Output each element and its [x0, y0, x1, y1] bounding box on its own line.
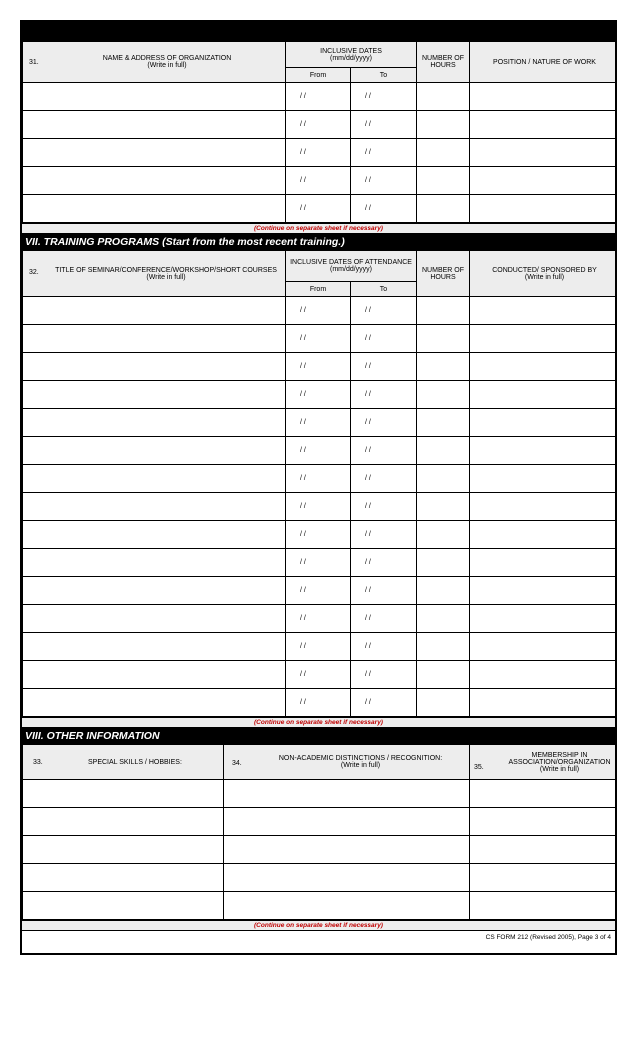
training-from-date-cell[interactable]: / /: [286, 521, 351, 549]
training-hours-header: NUMBER OF HOURS: [417, 251, 470, 297]
training-detail-cell[interactable]: [470, 521, 618, 549]
training-hours-cell[interactable]: [417, 661, 470, 689]
training-name-cell[interactable]: [23, 521, 286, 549]
training-hours-cell[interactable]: [417, 409, 470, 437]
training-hours-cell[interactable]: [417, 633, 470, 661]
training-name-cell[interactable]: [23, 605, 286, 633]
training-row: [23, 465, 618, 493]
hours-header: NUMBER OF HOURS: [417, 42, 470, 83]
training-detail-cell[interactable]: [470, 465, 618, 493]
other-info-skills-cell[interactable]: [23, 808, 224, 836]
other-info-membership-cell[interactable]: [470, 864, 618, 892]
skills-header: 33. SPECIAL SKILLS / HOBBIES:: [23, 745, 224, 780]
voluntary-work-hours-cell[interactable]: [417, 83, 470, 111]
training-from-date-cell[interactable]: / /: [286, 493, 351, 521]
top-black-bar: [22, 22, 615, 41]
voluntary-work-from-date-cell[interactable]: / /: [286, 167, 351, 195]
training-from-date-cell[interactable]: / /: [286, 549, 351, 577]
other-info-membership-cell[interactable]: [470, 836, 618, 864]
training-name-cell[interactable]: [23, 297, 286, 325]
training-name-cell[interactable]: [23, 549, 286, 577]
other-info-header: [23, 745, 618, 780]
training-name-cell[interactable]: [23, 689, 286, 717]
voluntary-work-row: [23, 139, 618, 167]
training-detail-cell[interactable]: [470, 689, 618, 717]
training-name-cell[interactable]: [23, 661, 286, 689]
voluntary-work-to-date-cell[interactable]: / /: [351, 139, 417, 167]
pds-page-3: [20, 20, 617, 955]
training-hours-cell[interactable]: [417, 353, 470, 381]
training-row: [23, 437, 618, 465]
voluntary-work-name-cell[interactable]: [23, 139, 286, 167]
training-detail-cell[interactable]: [470, 409, 618, 437]
other-info-skills-cell[interactable]: [23, 892, 224, 920]
other-info-membership-cell[interactable]: [470, 780, 618, 808]
training-from-date-cell[interactable]: / /: [286, 353, 351, 381]
voluntary-work-to-date-cell[interactable]: / /: [351, 195, 417, 223]
other-info-distinctions-cell[interactable]: [224, 864, 470, 892]
voluntary-work-row: [23, 195, 618, 223]
attendance-dates-header: INCLUSIVE DATES OF ATTENDANCE (mm/dd/yyyy): [286, 251, 417, 282]
voluntary-work-detail-cell[interactable]: [470, 167, 618, 195]
training-hours-cell[interactable]: [417, 577, 470, 605]
training-from-date-cell[interactable]: / /: [286, 381, 351, 409]
training-from-date-cell[interactable]: / /: [286, 465, 351, 493]
other-info-distinctions-cell[interactable]: [224, 780, 470, 808]
voluntary-work-from-date-cell[interactable]: / /: [286, 195, 351, 223]
training-from-date-cell[interactable]: / /: [286, 689, 351, 717]
training-row: [23, 381, 618, 409]
voluntary-work-hours-cell[interactable]: [417, 167, 470, 195]
training-name-cell[interactable]: [23, 633, 286, 661]
training-to-date-cell[interactable]: / /: [351, 325, 417, 353]
training-from-date-cell[interactable]: / /: [286, 661, 351, 689]
training-detail-cell[interactable]: [470, 633, 618, 661]
training-to-date-cell[interactable]: / /: [351, 465, 417, 493]
training-name-cell[interactable]: [23, 353, 286, 381]
training-detail-cell[interactable]: [470, 661, 618, 689]
voluntary-work-to-date-cell[interactable]: / /: [351, 83, 417, 111]
training-hours-cell[interactable]: [417, 465, 470, 493]
training-row: [23, 577, 618, 605]
voluntary-work-from-date-cell[interactable]: / /: [286, 139, 351, 167]
training-to-date-cell[interactable]: / /: [351, 577, 417, 605]
section-vii-title: VII. TRAINING PROGRAMS (Start from the most recent training.): [22, 233, 615, 250]
other-info-row: [23, 808, 618, 836]
continue-note-viii: (Continue on separate sheet if necessary): [22, 920, 615, 930]
training-from-date-cell[interactable]: / /: [286, 577, 351, 605]
voluntary-work-from-date-cell[interactable]: / /: [286, 83, 351, 111]
org-name-header: 31. NAME & ADDRESS OF ORGANIZATION (Write in full): [23, 42, 286, 83]
voluntary-work-to-date-cell[interactable]: / /: [351, 111, 417, 139]
voluntary-work-row: [23, 111, 618, 139]
training-from-date-cell[interactable]: / /: [286, 325, 351, 353]
voluntary-work-from-date-cell[interactable]: / /: [286, 111, 351, 139]
other-information-table: [22, 744, 617, 920]
training-to-date-cell[interactable]: / /: [351, 353, 417, 381]
training-row: [23, 493, 618, 521]
training-to-date-cell[interactable]: / /: [351, 661, 417, 689]
training-row: [23, 605, 618, 633]
other-info-membership-cell[interactable]: [470, 808, 618, 836]
training-hours-cell[interactable]: [417, 549, 470, 577]
voluntary-work-row: [23, 167, 618, 195]
training-to-date-cell[interactable]: / /: [351, 381, 417, 409]
other-info-distinctions-cell[interactable]: [224, 808, 470, 836]
training-detail-cell[interactable]: [470, 577, 618, 605]
training-name-cell[interactable]: [23, 577, 286, 605]
distinctions-header: 34. NON-ACADEMIC DISTINCTIONS / RECOGNITION: (Write in full): [224, 745, 470, 780]
voluntary-work-hours-cell[interactable]: [417, 139, 470, 167]
voluntary-work-name-cell[interactable]: [23, 167, 286, 195]
training-hours-cell[interactable]: [417, 493, 470, 521]
training-name-cell[interactable]: [23, 325, 286, 353]
form-footer: CS FORM 212 (Revised 2005), Page 3 of 4: [22, 930, 615, 944]
training-row: [23, 325, 618, 353]
training-hours-cell[interactable]: [417, 689, 470, 717]
training-from-date-cell[interactable]: / /: [286, 437, 351, 465]
training-detail-cell[interactable]: [470, 605, 618, 633]
voluntary-work-detail-cell[interactable]: [470, 111, 618, 139]
voluntary-work-detail-cell[interactable]: [470, 195, 618, 223]
training-detail-cell[interactable]: [470, 353, 618, 381]
training-to-date-cell[interactable]: / /: [351, 297, 417, 325]
training-to-date-cell[interactable]: / /: [351, 437, 417, 465]
training-to-date-cell[interactable]: / /: [351, 409, 417, 437]
training-detail-cell[interactable]: [470, 325, 618, 353]
to-header: To: [351, 68, 417, 83]
voluntary-work-detail-cell[interactable]: [470, 139, 618, 167]
training-name-cell[interactable]: [23, 493, 286, 521]
training-name-cell[interactable]: [23, 437, 286, 465]
training-row: [23, 633, 618, 661]
training-from-date-cell[interactable]: / /: [286, 633, 351, 661]
training-to-date-cell[interactable]: / /: [351, 605, 417, 633]
training-row: [23, 353, 618, 381]
training-to-date-cell[interactable]: / /: [351, 521, 417, 549]
other-info-distinctions-cell[interactable]: [224, 892, 470, 920]
training-detail-cell[interactable]: [470, 437, 618, 465]
continue-note-vi: (Continue on separate sheet if necessary): [22, 223, 615, 233]
voluntary-work-detail-cell[interactable]: [470, 83, 618, 111]
training-row: [23, 409, 618, 437]
training-name-cell[interactable]: [23, 409, 286, 437]
training-row: [23, 661, 618, 689]
training-row: [23, 549, 618, 577]
training-programs-table: [22, 250, 617, 717]
training-to-date-cell[interactable]: / /: [351, 549, 417, 577]
training-to-date-cell[interactable]: / /: [351, 633, 417, 661]
membership-header: 35. MEMBERSHIP IN ASSOCIATION/ORGANIZATION (Write in full): [470, 745, 618, 780]
voluntary-work-table: [22, 41, 617, 223]
voluntary-work-row: [23, 83, 618, 111]
voluntary-work-name-cell[interactable]: [23, 195, 286, 223]
training-detail-cell[interactable]: [470, 297, 618, 325]
training-title-header: 32. TITLE OF SEMINAR/CONFERENCE/WORKSHOP/SHORT COURSES (Write in full): [23, 251, 286, 297]
training-detail-cell[interactable]: [470, 493, 618, 521]
training-to-header: To: [351, 282, 417, 297]
training-from-date-cell[interactable]: / /: [286, 605, 351, 633]
inclusive-dates-header: INCLUSIVE DATES (mm/dd/yyyy): [286, 42, 417, 68]
training-from-date-cell[interactable]: / /: [286, 409, 351, 437]
training-row: [23, 521, 618, 549]
sponsor-header: CONDUCTED/ SPONSORED BY (Write in full): [470, 251, 618, 297]
training-hours-cell[interactable]: [417, 437, 470, 465]
other-info-skills-cell[interactable]: [23, 836, 224, 864]
voluntary-work-to-date-cell[interactable]: / /: [351, 167, 417, 195]
other-info-row: [23, 864, 618, 892]
training-to-date-cell[interactable]: / /: [351, 689, 417, 717]
training-row: [23, 297, 618, 325]
training-header: [23, 251, 618, 282]
training-detail-cell[interactable]: [470, 381, 618, 409]
training-name-cell[interactable]: [23, 465, 286, 493]
other-info-row: [23, 892, 618, 920]
training-hours-cell[interactable]: [417, 381, 470, 409]
section-viii-title: VIII. OTHER INFORMATION: [22, 727, 615, 744]
training-hours-cell[interactable]: [417, 325, 470, 353]
other-info-row: [23, 836, 618, 864]
training-hours-cell[interactable]: [417, 605, 470, 633]
other-info-membership-cell[interactable]: [470, 892, 618, 920]
other-info-skills-cell[interactable]: [23, 780, 224, 808]
training-to-date-cell[interactable]: / /: [351, 493, 417, 521]
continue-note-vii: (Continue on separate sheet if necessary): [22, 717, 615, 727]
training-from-header: From: [286, 282, 351, 297]
voluntary-work-name-cell[interactable]: [23, 83, 286, 111]
voluntary-work-header: [23, 42, 618, 68]
other-info-skills-cell[interactable]: [23, 864, 224, 892]
from-header: From: [286, 68, 351, 83]
training-name-cell[interactable]: [23, 381, 286, 409]
other-info-distinctions-cell[interactable]: [224, 836, 470, 864]
voluntary-work-hours-cell[interactable]: [417, 195, 470, 223]
training-from-date-cell[interactable]: / /: [286, 297, 351, 325]
voluntary-work-hours-cell[interactable]: [417, 111, 470, 139]
other-info-row: [23, 780, 618, 808]
training-row: [23, 689, 618, 717]
voluntary-work-name-cell[interactable]: [23, 111, 286, 139]
training-hours-cell[interactable]: [417, 297, 470, 325]
training-detail-cell[interactable]: [470, 549, 618, 577]
training-hours-cell[interactable]: [417, 521, 470, 549]
position-header: POSITION / NATURE OF WORK: [470, 42, 618, 83]
